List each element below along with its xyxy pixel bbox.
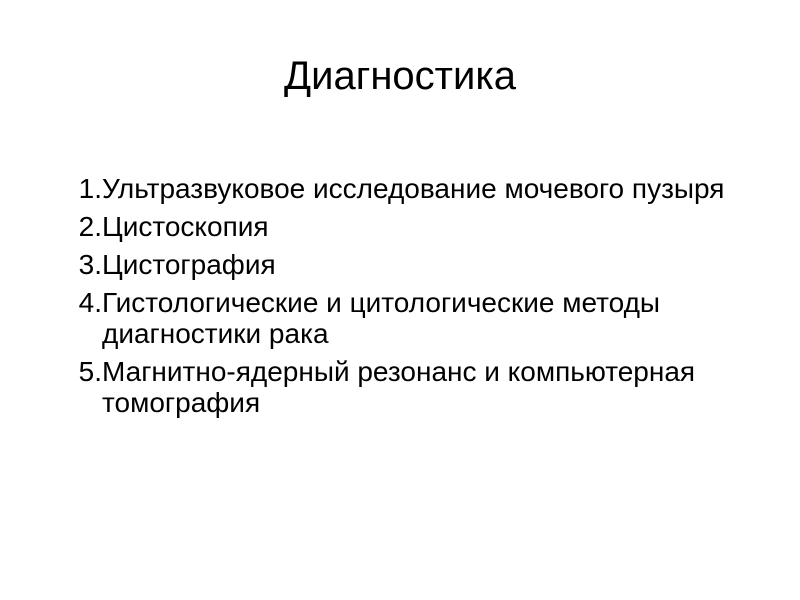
list-item: [58, 356, 748, 418]
list-item-number: 3.: [78, 249, 102, 280]
list-item: [58, 211, 748, 242]
list-item: [58, 249, 748, 280]
list-item-number: 5.: [78, 356, 102, 387]
list-item-number: 4.: [78, 287, 102, 318]
list-item-text: Цистография: [102, 249, 276, 280]
list-item-text: Цистоскопия: [102, 211, 269, 242]
list-item-number: 2.: [78, 211, 102, 242]
list-item: [58, 287, 748, 349]
list-item-text: Гистологические и цитологические методы диагностики рака: [102, 287, 661, 349]
slide-title: Диагностика: [284, 54, 516, 98]
list-item-text: Магнитно-ядерный резонанс и компьютерная томография: [102, 356, 696, 418]
diagnostics-list: [58, 173, 748, 425]
list-item-text: Ультразвуковое исследование мочевого пузыря: [102, 173, 725, 204]
list-item: [58, 173, 748, 204]
list-item-number: 1.: [78, 173, 102, 204]
